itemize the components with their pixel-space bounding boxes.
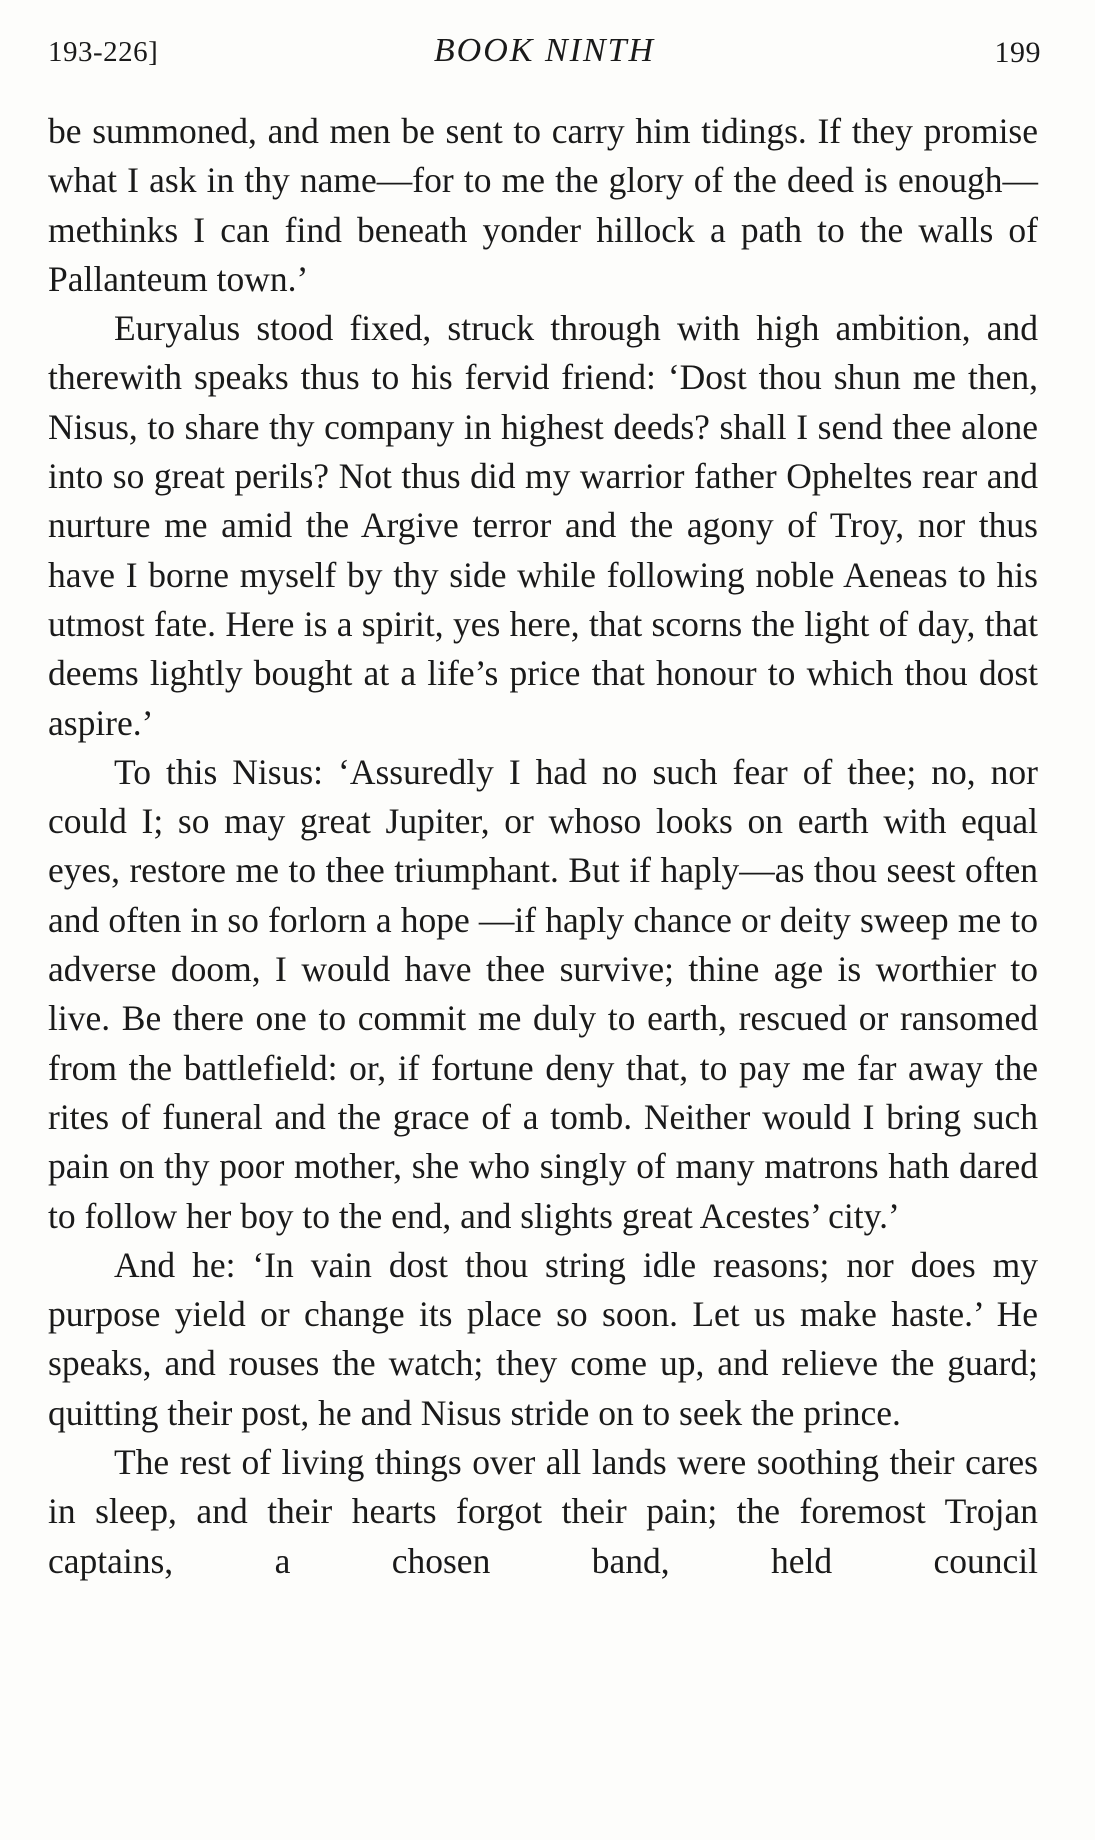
paragraph-euryalus-reply: And he: ‘In vain dost thou string idle reasons; nor does my purpose yield or change its place so soon. Let us make haste.’ He speaks, and rouses the watch; they come up, and relieve the guard; quitting their post, he and Nisus stride on to seek the prince. bbox=[48, 1244, 1038, 1433]
line-range: 193-226] bbox=[48, 36, 159, 68]
running-head bbox=[48, 32, 1041, 72]
paragraph-euryalus: Euryalus stood fixed, struck through with high ambition, and therewith speaks thus to his fervid friend: ‘Dost thou shun me then, Nisus, to share thy company in highest deeds? shall I send thee alone into so great perils? Not thus did my warrior father Opheltes rear and nurture me amid the Argive terror and the agony of Troy, nor thus have I borne myself by thy side while following noble Aeneas to his utmost fate. Here is a spirit, yes here, that scorns the light of day, that deems lightly bought at a life’s price that honour to which thou dost aspire.’ bbox=[48, 308, 1038, 743]
body-text bbox=[48, 107, 1038, 1586]
paragraph-council: The rest of living things over all lands were soothing their cares in sleep, and their hearts forgot their pain; the foremost Trojan captains, a chosen band, held council bbox=[48, 1442, 1038, 1581]
book-title: BOOK NINTH bbox=[433, 32, 656, 69]
page-number: 199 bbox=[994, 36, 1041, 69]
paragraph-nisus-reply: To this Nisus: ‘Assuredly I had no such fear of thee; no, nor could I; so may great Jupiter, or whoso looks on earth with equal eyes, restore me to thee triumphant. But if haply—as thou seest often and often in so forlorn a hope —if haply chance or deity sweep me to adverse doom, I would have thee survive; thine age is worthier to live. Be there one to commit me duly to earth, rescued or ransomed from the battlefield: or, if fortune deny that, to pay me far away the rites of funeral and the grace of a tomb. Neither would I bring such pain on thy poor mother, she who singly of many matrons hath dared to follow her boy to the end, and slights great Acestes’ city.’ bbox=[48, 751, 1038, 1236]
paragraph-continuation: be summoned, and men be sent to carry him tidings. If they promise what I ask in thy name—for to me the glory of the deed is enough—methinks I can find beneath yonder hillock a path to the walls of Pallanteum town.’ bbox=[48, 111, 1038, 299]
